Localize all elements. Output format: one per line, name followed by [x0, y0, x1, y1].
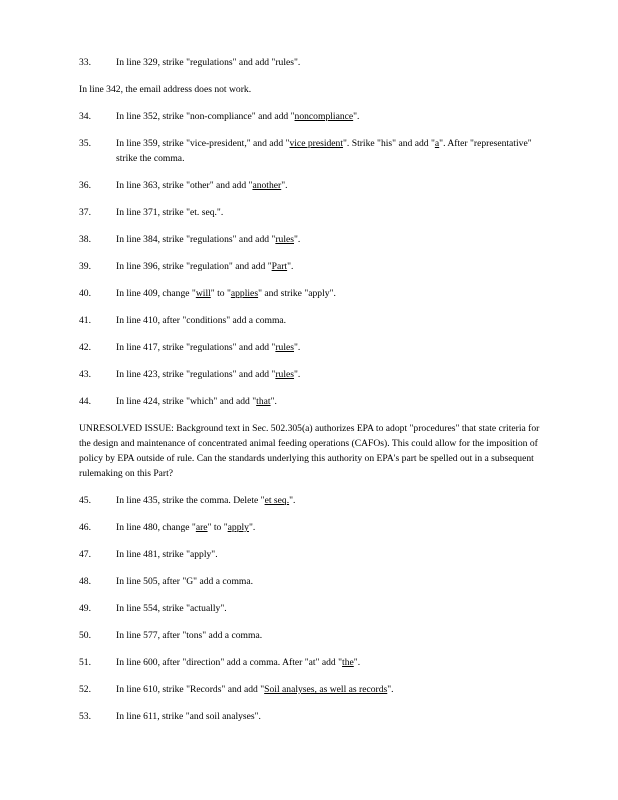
document-paragraph [79, 421, 541, 481]
numbered-item [79, 655, 541, 670]
numbered-item [79, 394, 541, 409]
text-run: ". [294, 369, 301, 380]
item-text [116, 313, 541, 328]
numbered-item [79, 682, 541, 697]
item-number: 38. [79, 234, 91, 245]
item-number: 43. [79, 369, 91, 380]
item-number: 44. [79, 396, 91, 407]
item-number: 48. [79, 576, 91, 587]
item-number: 42. [79, 342, 91, 353]
text-run: In line 554, strike "actually". [116, 603, 227, 614]
text-run: ". [248, 522, 256, 533]
numbered-item [79, 55, 541, 70]
underlined-insertion-text: rules [275, 234, 295, 245]
numbered-item [79, 628, 541, 643]
item-number: 34. [79, 111, 91, 122]
item-text [116, 340, 541, 355]
text-run: In line 409, change " [116, 288, 196, 299]
numbered-item [79, 520, 541, 535]
item-text [116, 205, 541, 220]
text-run: In line 384, strike "regulations" and add " [116, 234, 276, 245]
item-number: 53. [79, 711, 91, 722]
underlined-insertion-text: Soil analyses, as well as records [264, 684, 388, 695]
underlined-insertion-text: another [252, 180, 282, 191]
underlined-insertion-text: a [434, 138, 440, 149]
numbered-item [79, 574, 541, 589]
text-run: In line 424, strike "which" and add " [116, 396, 257, 407]
numbered-item [79, 232, 541, 247]
item-text [116, 601, 541, 616]
underlined-insertion-text: rules [275, 369, 295, 380]
item-number: 50. [79, 630, 91, 641]
underlined-insertion-text: apply [227, 522, 249, 533]
text-run: In line 435, strike the comma. Delete " [116, 495, 265, 506]
text-run: ". Strike "his" and add " [343, 138, 435, 149]
text-run: In line 611, strike "and soil analyses". [116, 711, 261, 722]
item-text [116, 520, 541, 535]
underlined-insertion-text: will [195, 288, 211, 299]
numbered-item [79, 178, 541, 193]
item-text [116, 547, 541, 562]
text-run: ". After "representative" strike the comma. [116, 138, 532, 164]
item-text [116, 682, 541, 697]
underlined-insertion-text: vice president [289, 138, 344, 149]
text-run: In line 410, after "conditions" add a comma. [116, 315, 287, 326]
text-run: UNRESOLVED ISSUE: Background text in Sec. 502.305(a) authorizes EPA to adopt "procedures" that state criteria for the design and maintenance of concentrated animal feeding operations (CAFOs). This could allow for the imposition of policy by EPA outside of rule. Can the standards underlying this authority on EPA's part be spelled out in a subsequent rulemaking on this Part? [79, 423, 540, 479]
numbered-item [79, 547, 541, 562]
text-run: In line 417, strike "regulations" and add " [116, 342, 276, 353]
text-run: In line 329, strike "regulations" and add "rules". [116, 57, 301, 68]
numbered-item [79, 367, 541, 382]
item-text [116, 709, 541, 724]
text-run: ". [353, 111, 360, 122]
item-text [116, 286, 541, 301]
underlined-insertion-text: applies [230, 288, 259, 299]
text-run: In line 610, strike "Records" and add " [116, 684, 265, 695]
numbered-item [79, 313, 541, 328]
numbered-item [79, 709, 541, 724]
underlined-insertion-text: the [342, 657, 354, 668]
item-text [116, 55, 541, 70]
item-number: 37. [79, 207, 91, 218]
numbered-item [79, 109, 541, 124]
item-number: 39. [79, 261, 91, 272]
text-run: " to " [207, 522, 228, 533]
text-run: In line 363, strike "other" and add " [116, 180, 253, 191]
text-run: " to " [210, 288, 231, 299]
text-run: ". [353, 657, 361, 668]
text-run: In line 481, strike "apply". [116, 549, 218, 560]
item-number: 52. [79, 684, 91, 695]
text-run: In line 480, change " [116, 522, 196, 533]
item-number: 36. [79, 180, 91, 191]
item-number: 46. [79, 522, 91, 533]
item-number: 51. [79, 657, 91, 668]
text-run: In line 396, strike "regulation" and add " [116, 261, 272, 272]
item-text [116, 367, 541, 382]
document-body [79, 55, 541, 736]
text-run: In line 371, strike "et. seq.". [116, 207, 224, 218]
text-run: In line 352, strike "non-compliance" and add " [116, 111, 295, 122]
numbered-item [79, 340, 541, 355]
item-number: 49. [79, 603, 91, 614]
numbered-item [79, 205, 541, 220]
item-number: 47. [79, 549, 91, 560]
text-run: " and strike "apply". [258, 288, 336, 299]
text-run: ". [294, 234, 301, 245]
item-number: 41. [79, 315, 91, 326]
text-run: In line 342, the email address does not work. [79, 84, 252, 95]
item-text [116, 232, 541, 247]
document-paragraph [79, 82, 541, 97]
text-run: ". [294, 342, 301, 353]
numbered-item [79, 286, 541, 301]
item-text [116, 259, 541, 274]
item-text [116, 394, 541, 409]
item-text [116, 493, 541, 508]
underlined-insertion-text: rules [275, 342, 295, 353]
paragraph-text [79, 84, 251, 95]
item-text [116, 136, 541, 166]
underlined-insertion-text: that [256, 396, 271, 407]
underlined-insertion-text: Part [271, 261, 288, 272]
item-number: 40. [79, 288, 91, 299]
text-run: In line 359, strike "vice-president," and add " [116, 138, 290, 149]
text-run: ". [387, 684, 394, 695]
underlined-insertion-text: et seq. [264, 495, 290, 506]
text-run: In line 600, after "direction" add a comma. After "at" add " [116, 657, 343, 668]
paragraph-text [79, 423, 539, 479]
item-number: 35. [79, 138, 91, 149]
item-number: 33. [79, 57, 91, 68]
numbered-item [79, 493, 541, 508]
underlined-insertion-text: noncompliance [294, 111, 354, 122]
text-run: ". [270, 396, 277, 407]
text-run: In line 423, strike "regulations" and add " [116, 369, 276, 380]
text-run: ". [289, 495, 296, 506]
item-text [116, 109, 541, 124]
text-run: ". [287, 261, 294, 272]
item-text [116, 655, 541, 670]
item-text [116, 574, 541, 589]
numbered-item [79, 259, 541, 274]
numbered-item [79, 136, 541, 166]
text-run: In line 505, after "G" add a comma. [116, 576, 254, 587]
text-run: ". [281, 180, 288, 191]
item-number: 45. [79, 495, 91, 506]
text-run: In line 577, after "tons" add a comma. [116, 630, 263, 641]
item-text [116, 178, 541, 193]
underlined-insertion-text: are [195, 522, 208, 533]
item-text [116, 628, 541, 643]
numbered-item [79, 601, 541, 616]
